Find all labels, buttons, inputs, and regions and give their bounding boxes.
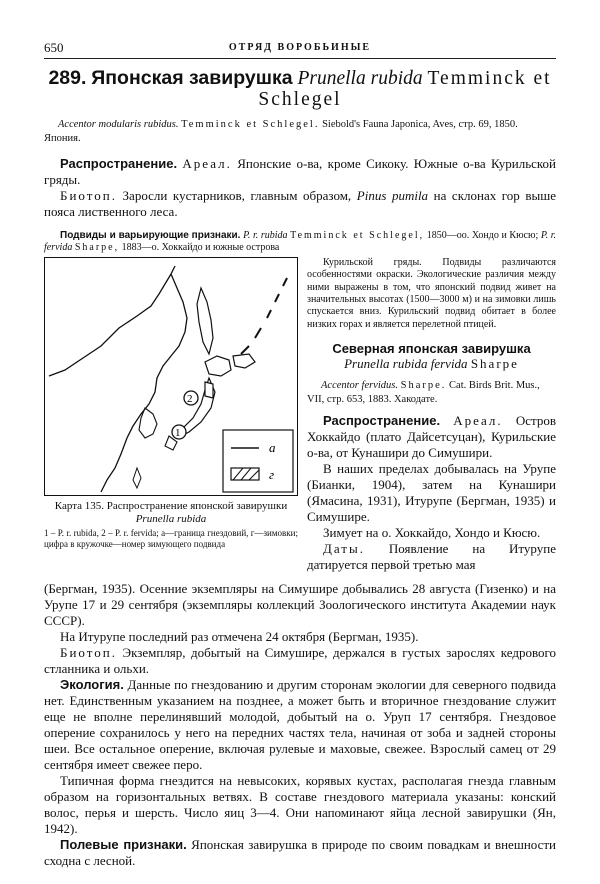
species-name-ru: Японская завирушка (91, 67, 293, 89)
subspecies-1-text: 1850—оо. Хондо и Кюсю; (426, 230, 539, 241)
map-caption-title: Карта 135. Распространение японской завирушки (54, 499, 288, 512)
right-column (307, 257, 556, 573)
subspecies-areal-label: Ареал. (453, 413, 503, 429)
biotope2-text: Экземпляр, добытый на Симушире, держался в густых зарослях кедрового стланника и ольхи. (44, 644, 557, 676)
biotope-latin: Pinus pumila (356, 188, 429, 203)
legend-box (223, 430, 293, 492)
subspecies-distribution-heading: Распространение. (323, 413, 441, 429)
subspecies-1-author: Temminck et Schlegel, (290, 230, 425, 241)
map-marker-2: 2 (187, 392, 193, 405)
map-caption-detail: 1 – P. r. rubida, 2 – P. r. fervida; а—граница гнездовий, г—зимовки; цифра в кружочке—номер зимующего подвида (44, 527, 298, 549)
last-noted: На Итурупе последний раз отмечена 24 октября (Бергман, 1935). (60, 628, 419, 644)
sakhalin-island (197, 288, 213, 354)
species-number: 289. (48, 67, 87, 89)
field-paragraph (44, 837, 556, 869)
subspecies-synonym-latin: Accentor fervidus. (321, 380, 398, 392)
areal-text: Японские о-ва, кроме Сикоку. Южные о-ва Курильской гряды. (44, 156, 557, 187)
species-title (44, 68, 556, 110)
subspecies-continuation: Курильской гряды. Подвиды различаются особенностями окраски. Экологические различия между ними выражены в том, что японский подвид живет на значительных высотах (1500—3000 м) и на зимовки лишь спускается вниз. Курильский подвид обитает в более низких горах и является перелетной птицей. (307, 256, 556, 330)
hatched-wintering-area (233, 354, 255, 368)
biotope2-label: Биотоп. (60, 644, 117, 660)
hokkaido-island (205, 356, 231, 376)
subspecies-2: P. r. fervida (44, 230, 557, 254)
subspecies-heading: Подвиды и варьирующие признаки. (60, 230, 241, 241)
subspecies-distribution (307, 413, 556, 461)
subspecies-author: Sharpe (470, 356, 519, 372)
species-author: Temminck et Schlegel (258, 68, 552, 110)
subspecies-areal-text: Остров Хоккайдо (плато Дайсетсуцан), Курильские о-ва, от Кунашири до Симушири. (307, 413, 556, 461)
map-caption (44, 500, 298, 526)
page-header (44, 36, 556, 59)
dates-continuation: (Бергман, 1935). Осенние экземпляры на Симушире добывались 28 августа (Гизенко) и на Урупе 17 и 29 сентября (экземпляры коллекций Зоологического института Академии наук СССР). (44, 580, 556, 628)
biotope2-paragraph (44, 645, 556, 677)
running-title: ОТРЯД ВОРОБЬИНЫЕ (228, 42, 372, 53)
subspecies-1: P. r. rubida (243, 230, 288, 241)
map-marker-1: 1 (175, 426, 181, 439)
synonym (44, 118, 556, 146)
field-text: Японская завирушка в природе по своим повадкам и внешности сходна с лесной. (44, 836, 557, 868)
mainland-coast (49, 266, 187, 492)
legend-g-label: г (269, 466, 275, 482)
subspecies-paragraph (44, 230, 556, 255)
subspecies-found: В наших пределах добывалась на Урупе (Бианки, 1904), затем на Кунашири (Ямасина, 1931), Итурупе (Бергман, 1935) и Симушире. (307, 461, 556, 525)
subspecies-name-ru: Северная японская завирушка (332, 341, 531, 357)
synonym-reference: Siebold's Fauna Japonica, Aves, стр. 69, 1850. Япония. (44, 119, 518, 144)
dates-label: Даты. (323, 541, 365, 557)
ecology-paragraph (44, 677, 556, 773)
legend-a-label: а (269, 439, 276, 455)
kuril-islands (241, 278, 287, 354)
map-figure (45, 258, 297, 495)
subspecies-2-author: Sharpe, (74, 242, 120, 254)
field-heading: Полевые признаки. (60, 836, 187, 852)
subspecies-synonym (307, 379, 556, 407)
biotope-text-b: на склонах гор выше пояса лиственного леса. (44, 188, 557, 219)
nest-paragraph: Типичная форма гнездится на невысоких, корявых кустах, располагая гнезда главным образом на горизонтальных ветвях. В составе гнездового материала указаны: конский волос, перья и шерсть. Число яиц 3—4. Они напоминают яйца лесной завирушки (Ян, 1942). (44, 772, 556, 836)
hatched-wintering-area-2 (205, 382, 213, 398)
subspecies-2-text: 1883—о. Хоккайдо и южные острова (121, 242, 280, 254)
biotope-label: Биотоп. (60, 188, 117, 203)
page-number: 650 (44, 40, 64, 55)
biotope-text-a: Заросли кустарников, главным образом, (122, 188, 352, 203)
distribution-map (44, 257, 298, 496)
map-caption-latin: Prunella rubida (135, 512, 207, 525)
species-latin: Prunella rubida (297, 68, 423, 89)
synonym-latin: Accentor modularis rubidus. (58, 119, 179, 130)
dates-text: Появление на Итурупе датируется первой третью мая (307, 541, 556, 573)
subspecies-latin: Prunella rubida fervida (344, 356, 468, 372)
subspecies-winters: Зимует на о. Хоккайдо, Хондо и Кюсю. (323, 525, 541, 541)
subspecies-synonym-author: Sharpe. (400, 380, 447, 392)
subspecies-synonym-reference: Cat. Birds Brit. Mus., VII, стр. 653, 1883. Хакодате. (307, 380, 540, 406)
distribution-heading: Распространение. (60, 156, 178, 171)
page (44, 36, 556, 869)
taiwan-island (133, 468, 141, 488)
map-column (44, 257, 298, 550)
areal-label: Ареал. (182, 156, 232, 171)
synonym-author: Temminck et Schlegel. (181, 119, 320, 130)
subspecies-dates (307, 541, 556, 573)
two-column-section (44, 257, 556, 581)
distribution-paragraph (44, 156, 556, 188)
ecology-heading: Экология. (60, 676, 124, 692)
subspecies-title (307, 341, 556, 371)
ecology-text: Данные по гнездованию и другим сторонам экологии для северного подвида нет. Единственным указанием на позднее, а может быть и вторичное гнездование служит еще не вполне перелинявший молодой, добытый на о. Уруп 17 сентября. Гнездовое оперение сохранилось у него на передних частях тела, начиная от зоба и задней стороны шеи. Все остальное оперение, включая рулевые и маховые, свежее. Взрослый самец от 29 сентября имеет свежее перо. (44, 676, 557, 772)
biotope-paragraph (44, 188, 556, 220)
